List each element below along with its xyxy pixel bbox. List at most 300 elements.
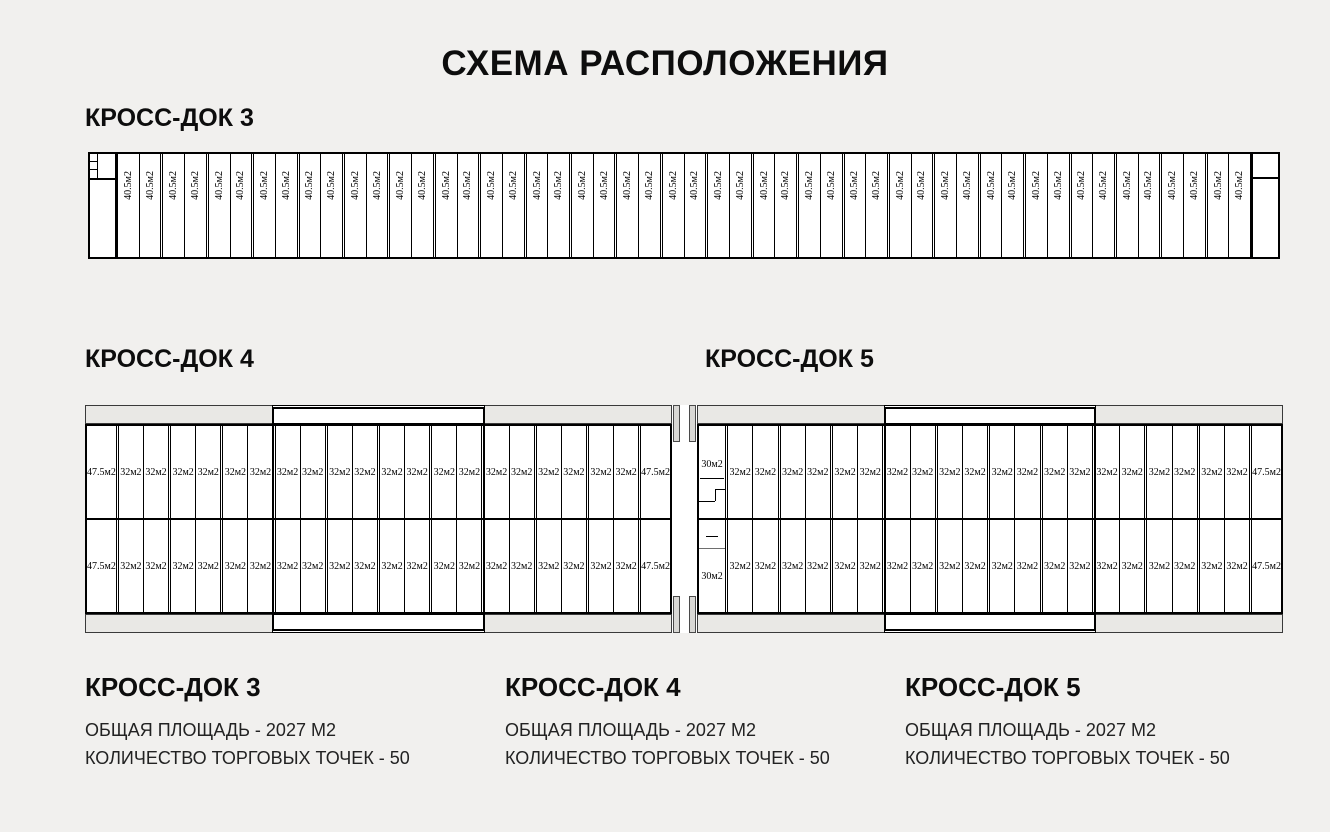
unit-area-label: 32м2	[886, 466, 909, 478]
unit-area-label: 32м2	[1043, 560, 1066, 572]
stairwell-left-box	[90, 154, 117, 257]
unit-area-label: 40.5м2	[1143, 171, 1155, 200]
unit-cell	[617, 154, 639, 257]
unit-cell	[866, 154, 887, 257]
unit-cell	[380, 426, 405, 518]
unit-cell	[963, 426, 987, 518]
unit-pair	[118, 520, 169, 612]
unit-area-label: 32м2	[172, 466, 194, 478]
unit-pair	[588, 426, 639, 518]
unit-pair	[727, 520, 778, 612]
unit-area-label: 40.5м2	[213, 171, 225, 200]
unit-cell	[753, 426, 777, 518]
unit-cell	[353, 426, 377, 518]
unit-cell	[276, 154, 297, 257]
unit-area-label: 40.5м2	[713, 171, 725, 200]
unit-area-label: 32м2	[249, 560, 272, 572]
unit-area-label: 32м2	[510, 466, 533, 478]
unit-area-label: 47.5м2	[87, 466, 116, 478]
unit-area-label: 32м2	[197, 560, 219, 572]
unit-area-label: 32м2	[276, 560, 299, 572]
unit-area-label: 32м2	[433, 560, 455, 572]
unit-cell	[1068, 426, 1092, 518]
unit-cell	[248, 520, 272, 612]
dock-strip-center-segment	[272, 614, 484, 633]
unit-area-label: 32м2	[834, 560, 856, 572]
unit-pair	[884, 520, 935, 612]
unit-cell	[1095, 520, 1120, 612]
unit-cell	[1147, 426, 1172, 518]
dock-strip-center-segment	[884, 405, 1096, 424]
unit-cell	[276, 520, 301, 612]
unit-cell	[87, 426, 117, 518]
unit-area-label: 40.5м2	[531, 171, 543, 200]
unit-pair	[780, 520, 831, 612]
units-row	[697, 424, 1283, 519]
unit-cell	[1147, 520, 1172, 612]
unit-cell	[912, 154, 933, 257]
unit-area-label: 32м2	[964, 466, 986, 478]
unit-area-label: 32м2	[381, 466, 403, 478]
unit-area-label: 32м2	[224, 466, 247, 478]
unit-area-label: 32м2	[354, 466, 376, 478]
info-description: ОБЩАЯ ПЛОЩАДЬ - 2027 М2 КОЛИЧЕСТВО ТОРГОВЫХ ТОЧЕК - 50	[905, 720, 1230, 768]
unit-cell	[223, 520, 248, 612]
corridor-tab	[689, 596, 696, 633]
unit-pair	[117, 154, 161, 257]
unit-pair	[483, 520, 534, 612]
stairs-icon	[90, 178, 115, 180]
unit-cell	[699, 426, 726, 518]
unit-cell	[231, 154, 252, 257]
unit-area-label: 32м2	[538, 466, 560, 478]
unit-area-label: 32м2	[1043, 466, 1066, 478]
unit-area-label: 40.5м2	[916, 171, 928, 200]
unit-pair	[327, 520, 378, 612]
unit-cell	[562, 426, 586, 518]
stairs-icon	[90, 169, 97, 170]
stairs-icon	[90, 161, 97, 162]
unit-cell	[589, 426, 614, 518]
unit-area-label: 32м2	[859, 466, 881, 478]
unit-cell	[1015, 520, 1039, 612]
corridor-tab	[689, 405, 696, 442]
unit-cell	[548, 154, 569, 257]
unit-area-label: 40.5м2	[122, 171, 134, 200]
unit-cell	[503, 154, 524, 257]
unit-pair	[379, 520, 430, 612]
unit-area-label: 40.5м2	[871, 171, 883, 200]
unit-area-label: 32м2	[807, 560, 829, 572]
unit-cell	[87, 520, 117, 612]
unit-cell	[708, 154, 730, 257]
unit-area-label: 32м2	[781, 560, 804, 572]
unit-cell	[223, 426, 248, 518]
unit-cell	[685, 154, 706, 257]
unit-pair	[937, 520, 988, 612]
unit-area-label: 47.5м2	[1252, 466, 1281, 478]
unit-area-label: 32м2	[991, 560, 1013, 572]
unit-area-label: 32м2	[1148, 560, 1171, 572]
unit-cell	[1043, 520, 1068, 612]
unit-cell	[1048, 154, 1069, 257]
unit-pair	[798, 154, 842, 257]
unit-pair	[832, 520, 883, 612]
unit-cell	[728, 426, 753, 518]
unit-pair	[616, 154, 660, 257]
unit-cell	[1139, 154, 1160, 257]
unit-cell	[412, 154, 433, 257]
unit-cell	[730, 154, 751, 257]
unit-cell	[594, 154, 615, 257]
unit-pair	[1161, 154, 1205, 257]
unit-pair	[389, 154, 433, 257]
unit-area-label: 40.5м2	[235, 171, 247, 200]
crossdock3-plan	[88, 152, 1280, 259]
unit-cell	[981, 154, 1003, 257]
unit-pair	[1071, 154, 1115, 257]
unit-area-label: 32м2	[381, 560, 403, 572]
unit-cell	[589, 520, 614, 612]
unit-cell	[990, 426, 1015, 518]
crossdock4-heading: КРОСС-ДОК 4	[85, 345, 254, 373]
unit-cell	[699, 520, 726, 612]
unit-area-label: 32м2	[354, 560, 376, 572]
unit-area-label: 32м2	[120, 560, 142, 572]
unit-pair	[327, 426, 378, 518]
unit-area-label: 32м2	[510, 560, 533, 572]
crossdock5-plan	[697, 405, 1283, 633]
unit-cell	[457, 520, 481, 612]
unit-area-label: 40.5м2	[326, 171, 338, 200]
stairs-icon	[699, 501, 715, 502]
units-row	[85, 519, 672, 614]
unit-cell	[1002, 154, 1023, 257]
unit-cell	[119, 520, 144, 612]
unit-area-label: 40.5м2	[553, 171, 565, 200]
unit-cell	[1251, 520, 1281, 612]
unit-pair	[344, 154, 388, 257]
unit-area-label: 40.5м2	[349, 171, 361, 200]
unit-area-label: 40.5м2	[280, 171, 292, 200]
unit-pair	[727, 426, 778, 518]
unit-cell	[938, 426, 963, 518]
unit-area-label: 30м2	[701, 570, 723, 582]
unit-area-label: 30м2	[701, 458, 723, 470]
unit-area-label: 40.5м2	[395, 171, 407, 200]
unit-cell	[781, 520, 806, 612]
unit-area-label: 32м2	[590, 560, 612, 572]
unit-cell	[301, 426, 325, 518]
unit-area-label: 32м2	[249, 466, 272, 478]
unit-cell	[481, 154, 503, 257]
unit-cell	[963, 520, 987, 612]
unit-cell	[885, 426, 910, 518]
unit-area-label: 40.5м2	[304, 171, 316, 200]
unit-cell	[957, 154, 978, 257]
unit-pair	[571, 154, 615, 257]
unit-area-label: 40.5м2	[1121, 171, 1133, 200]
unit-area-label: 40.5м2	[598, 171, 610, 200]
unit-pair	[170, 520, 221, 612]
info-block-crossdock5	[905, 672, 1285, 772]
unit-cell	[118, 154, 140, 257]
unit-cell	[1072, 154, 1094, 257]
unit-cell	[753, 520, 777, 612]
unit-area-label: 32м2	[1069, 560, 1091, 572]
unit-cell	[390, 154, 412, 257]
unit-area-label: 40.5м2	[576, 171, 588, 200]
unit-area-label: 40.5м2	[1212, 171, 1224, 200]
dock-strip-center-segment	[272, 405, 484, 424]
unit-area-label: 40.5м2	[849, 171, 861, 200]
unit-pair	[889, 154, 933, 257]
stairs-icon	[97, 154, 98, 178]
unit-cell	[353, 520, 377, 612]
unit-cell	[144, 426, 168, 518]
crossdock5-heading: КРОСС-ДОК 5	[705, 345, 874, 373]
unit-cell	[484, 426, 509, 518]
unit-area-label: 32м2	[538, 560, 560, 572]
unit-cell	[527, 154, 549, 257]
unit-cell	[1120, 426, 1144, 518]
unit-pair	[1025, 154, 1069, 257]
unit-cell	[1162, 154, 1184, 257]
stairs-icon	[715, 489, 725, 490]
unit-pair	[275, 520, 326, 612]
unit-cell	[328, 426, 353, 518]
unit-cell	[196, 426, 220, 518]
unit-area-label: 32м2	[1069, 466, 1091, 478]
unit-area-label: 32м2	[807, 466, 829, 478]
unit-cell	[754, 154, 776, 257]
unit-area-label: 32м2	[729, 560, 751, 572]
unit-pair	[162, 154, 206, 257]
crossdock4-plan	[85, 405, 672, 633]
unit-area-label: 40.5м2	[1167, 171, 1179, 200]
unit-area-label: 40.5м2	[667, 171, 679, 200]
crossdock3-heading: КРОСС-ДОК 3	[85, 104, 254, 132]
unit-area-label: 32м2	[563, 466, 585, 478]
unit-area-label: 40.5м2	[622, 171, 634, 200]
lower-blocks-row	[85, 405, 1283, 633]
stairs-icon	[699, 548, 725, 549]
unit-area-label: 32м2	[964, 560, 986, 572]
unit-area-label: 32м2	[1174, 560, 1196, 572]
unit-cell	[1184, 154, 1205, 257]
unit-cell	[1093, 154, 1114, 257]
unit-cell	[639, 154, 660, 257]
unit-pair	[934, 154, 978, 257]
unit-area-label: 32м2	[145, 560, 167, 572]
stairs-icon	[700, 478, 724, 479]
unit-cell	[1026, 154, 1048, 257]
unit-area-label: 32м2	[729, 466, 751, 478]
unit-pair	[222, 520, 273, 612]
unit-cell	[436, 154, 458, 257]
unit-area-label: 40.5м2	[1098, 171, 1110, 200]
unit-area-label: 32м2	[886, 560, 909, 572]
unit-cell	[1229, 154, 1250, 257]
info-heading: КРОСС-ДОК 4	[505, 672, 681, 702]
unit-area-label: 40.5м2	[1076, 171, 1088, 200]
unit-cell	[432, 520, 457, 612]
unit-pair	[526, 154, 570, 257]
unit-pair	[588, 520, 639, 612]
unit-pair	[1199, 520, 1250, 612]
unit-cell	[405, 520, 429, 612]
unit-area-label: 40.5м2	[416, 171, 428, 200]
unit-pair	[253, 154, 297, 257]
connector-corridor	[672, 405, 697, 633]
unit-cell	[640, 426, 670, 518]
unit-cell	[858, 426, 882, 518]
info-description: ОБЩАЯ ПЛОЩАДЬ - 2027 М2 КОЛИЧЕСТВО ТОРГОВЫХ ТОЧЕК - 50	[85, 720, 410, 768]
unit-area-label: 32м2	[458, 560, 481, 572]
unit-area-label: 32м2	[754, 560, 777, 572]
unit-cell	[990, 520, 1015, 612]
unit-pair	[222, 426, 273, 518]
unit-cell	[380, 520, 405, 612]
unit-area-label: 32м2	[1201, 466, 1223, 478]
unit-cell	[209, 154, 231, 257]
unit-cell	[328, 520, 353, 612]
unit-cell	[1095, 426, 1120, 518]
unit-pair	[483, 426, 534, 518]
unit-cell	[911, 520, 935, 612]
unit-pair	[707, 154, 751, 257]
unit-cell	[144, 520, 168, 612]
unit-area-label: 32м2	[145, 466, 167, 478]
unit-cell	[196, 520, 220, 612]
unit-area-label: 32м2	[1148, 466, 1171, 478]
unit-area-label: 47.5м2	[87, 560, 116, 572]
unit-cell	[300, 154, 322, 257]
unit-pair	[989, 426, 1040, 518]
unit-area-label: 40.5м2	[1052, 171, 1064, 200]
unit-area-label: 40.5м2	[507, 171, 519, 200]
unit-pair	[275, 426, 326, 518]
unit-cell	[845, 154, 867, 257]
unit-cell	[614, 426, 638, 518]
unit-area-label: 32м2	[406, 560, 428, 572]
end-box-divider	[1253, 177, 1278, 179]
unit-cell	[1068, 520, 1092, 612]
info-block-crossdock4	[505, 672, 885, 772]
unit-cell	[858, 520, 882, 612]
unit-area-label: 40.5м2	[189, 171, 201, 200]
unit-cell	[537, 520, 562, 612]
unit-area-label: 32м2	[302, 560, 324, 572]
unit-area-label: 32м2	[939, 560, 961, 572]
unit-cell	[663, 154, 685, 257]
unit-area-label: 40.5м2	[259, 171, 271, 200]
unit-area-label: 32м2	[834, 466, 856, 478]
unit-cell	[119, 426, 144, 518]
unit-area-label: 32м2	[1016, 560, 1039, 572]
unit-area-label: 40.5м2	[894, 171, 906, 200]
unit-area-label: 32м2	[991, 466, 1013, 478]
unit-cell	[458, 154, 479, 257]
unit-area-label: 32м2	[615, 466, 637, 478]
unit-pair	[431, 520, 482, 612]
unit-pair	[536, 426, 587, 518]
unit-area-label: 32м2	[1096, 466, 1118, 478]
unit-pair	[832, 426, 883, 518]
unit-cell	[140, 154, 161, 257]
unit-pair	[884, 426, 935, 518]
unit-area-label: 32м2	[754, 466, 777, 478]
unit-cell	[1208, 154, 1230, 257]
unit-cell	[890, 154, 912, 257]
stairwell-right-box	[1251, 154, 1278, 257]
stairs-icon	[715, 489, 716, 501]
unit-area-label: 40.5м2	[780, 171, 792, 200]
unit-cell	[432, 426, 457, 518]
unit-area-label: 40.5м2	[440, 171, 452, 200]
corridor-tab	[673, 596, 680, 633]
unit-pair	[980, 154, 1024, 257]
unit-area-label: 32м2	[1226, 466, 1248, 478]
unit-cell	[457, 426, 481, 518]
unit-cell	[254, 154, 276, 257]
unit-pair	[299, 154, 343, 257]
info-block-crossdock3	[85, 672, 465, 772]
stairs-icon	[706, 536, 718, 537]
unit-cell	[1015, 426, 1039, 518]
info-heading: КРОСС-ДОК 5	[905, 672, 1081, 702]
unit-pair	[844, 154, 888, 257]
unit-area-label: 32м2	[939, 466, 961, 478]
unit-cell	[911, 426, 935, 518]
unit-cell	[510, 426, 534, 518]
unit-cell	[367, 154, 388, 257]
unit-area-label: 40.5м2	[1030, 171, 1042, 200]
unit-area-label: 40.5м2	[1007, 171, 1019, 200]
unit-cell	[171, 520, 196, 612]
unit-cell	[885, 520, 910, 612]
unit-area-label: 40.5м2	[734, 171, 746, 200]
crossdock3-units	[117, 154, 1251, 257]
unit-pair	[118, 426, 169, 518]
unit-cell	[345, 154, 367, 257]
unit-area-label: 32м2	[615, 560, 637, 572]
unit-area-label: 32м2	[120, 466, 142, 478]
unit-pair	[208, 154, 252, 257]
unit-area-label: 40.5м2	[1188, 171, 1200, 200]
unit-pair	[662, 154, 706, 257]
unit-area-label: 40.5м2	[371, 171, 383, 200]
unit-cell	[821, 154, 842, 257]
unit-pair	[170, 426, 221, 518]
unit-cell	[781, 426, 806, 518]
unit-cell	[1043, 426, 1068, 518]
unit-area-label: 32м2	[1121, 466, 1143, 478]
unit-area-label: 32м2	[485, 560, 508, 572]
unit-area-label: 40.5м2	[144, 171, 156, 200]
unit-area-label: 40.5м2	[462, 171, 474, 200]
unit-pair	[1116, 154, 1160, 257]
unit-cell	[510, 520, 534, 612]
unit-area-label: 40.5м2	[985, 171, 997, 200]
unit-area-label: 40.5м2	[803, 171, 815, 200]
crossdock4-units	[85, 424, 672, 614]
unit-cell	[806, 426, 830, 518]
unit-cell	[614, 520, 638, 612]
unit-area-label: 32м2	[329, 466, 351, 478]
unit-area-label: 32м2	[302, 466, 324, 478]
unit-area-label: 40.5м2	[961, 171, 973, 200]
